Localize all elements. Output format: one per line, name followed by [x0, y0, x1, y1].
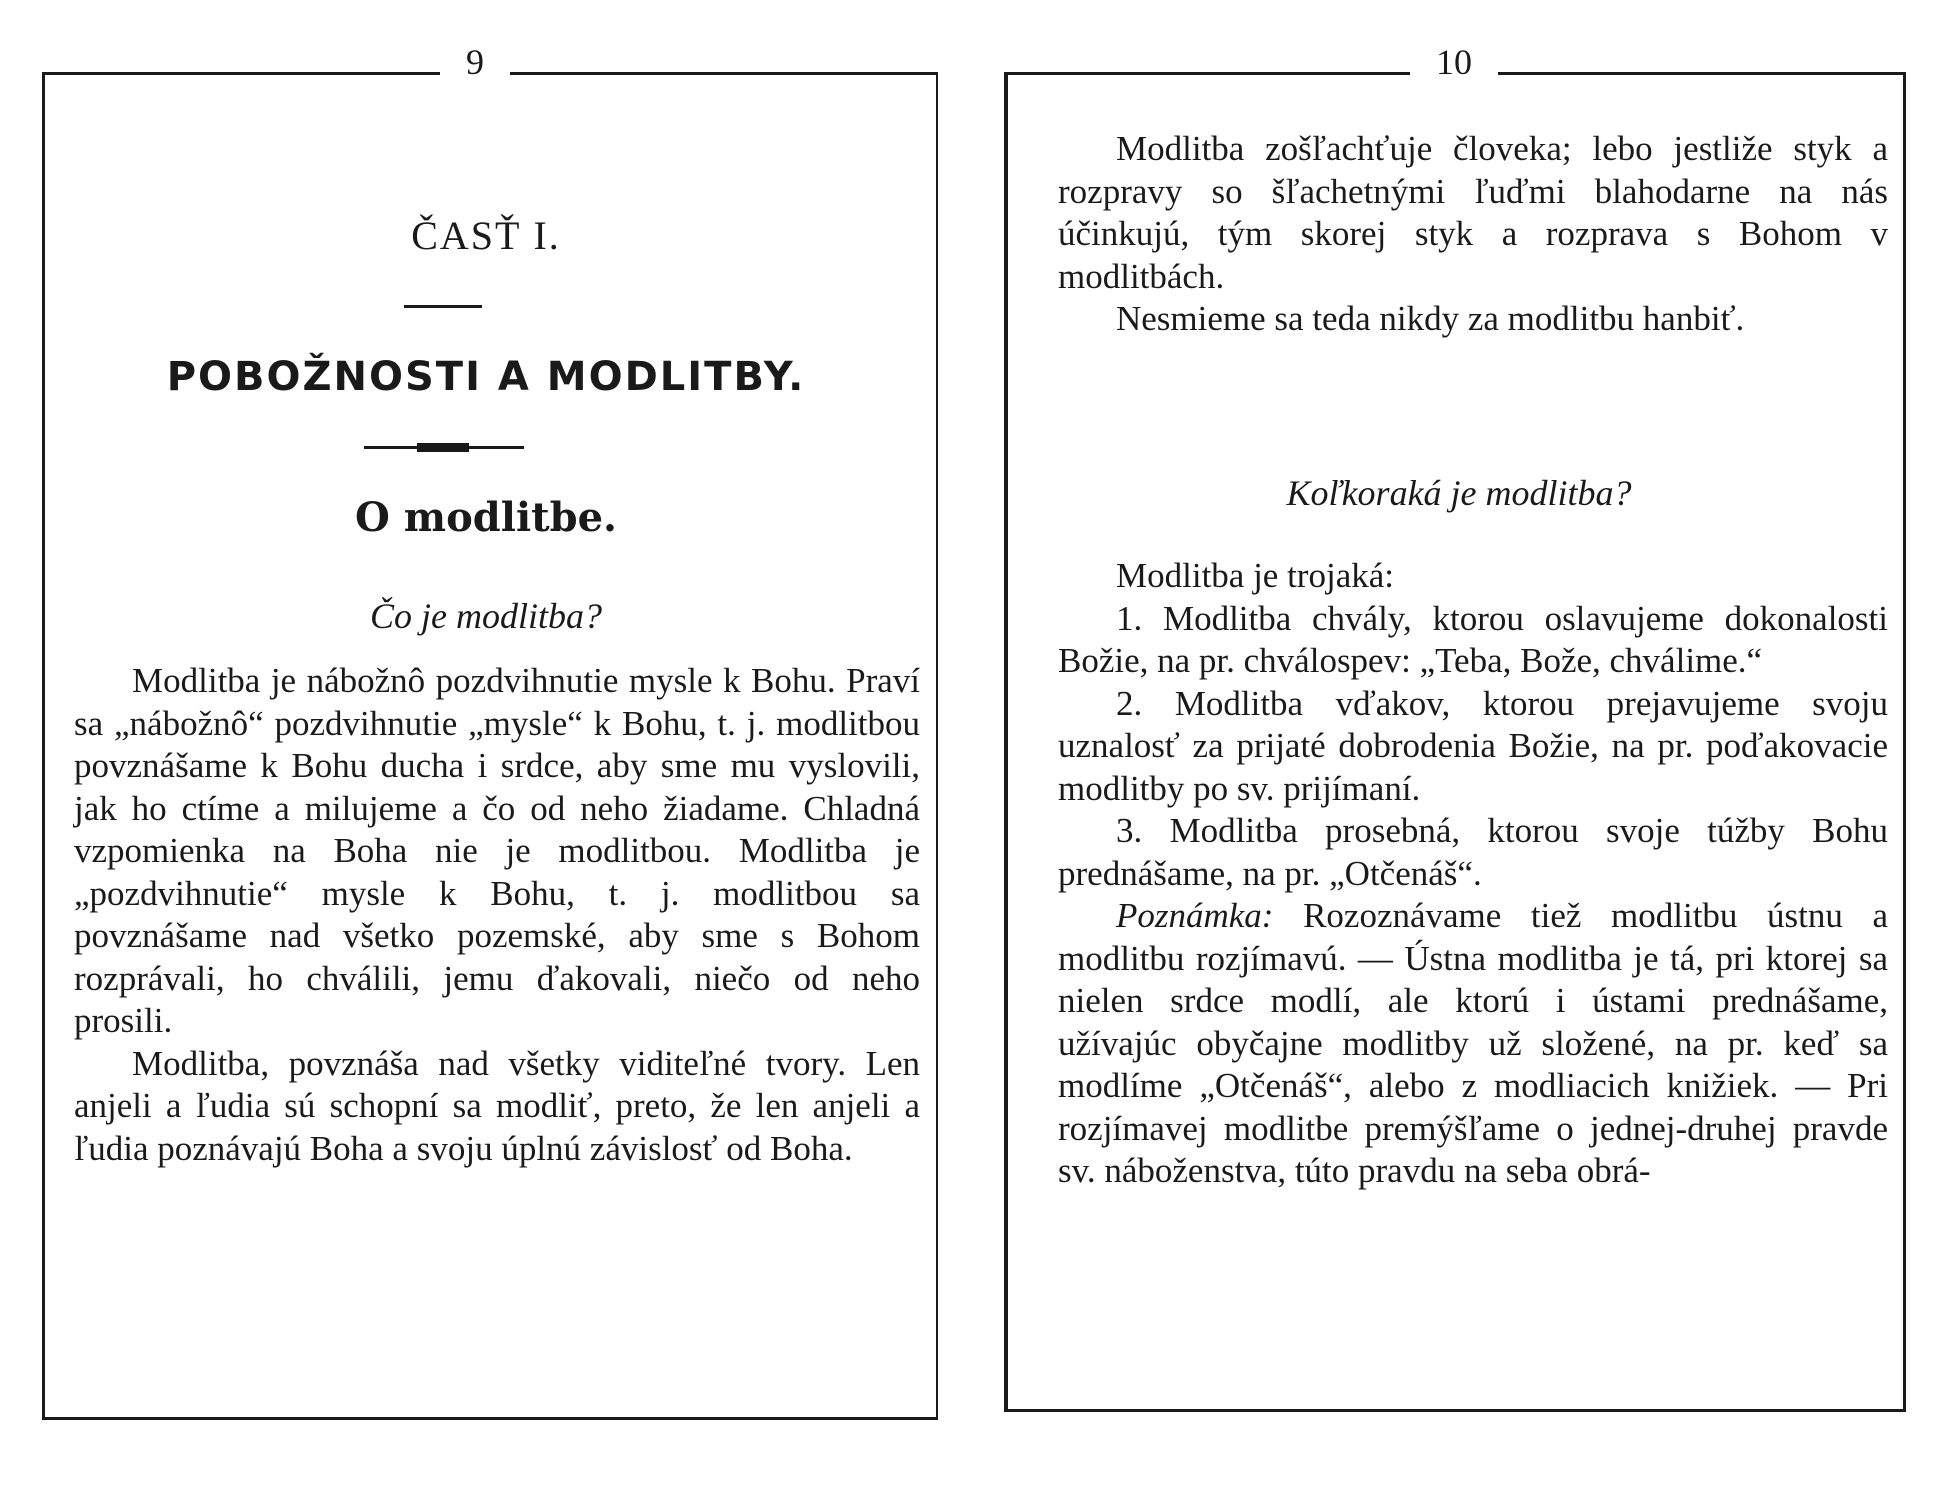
- list-item: 1. Modlitba chvály, ktorou oslavujeme dokonalosti Božie, na pr. chválospev: „Teba, Bože, chválime.“: [1058, 598, 1888, 680]
- note-paragraph: [1058, 895, 1888, 1193]
- right-page: [990, 0, 1940, 1500]
- left-page: [0, 0, 960, 1500]
- right-body: [1058, 555, 1888, 1193]
- note-label: Poznámka:: [1116, 896, 1274, 935]
- body-paragraph: Modlitba zošľachťuje človeka; lebo jestliže styk a rozpravy so šľachetnými ľuďmi blahodarne na nás účinkujú, tým skorej styk a rozprava s Bohom v modlitbách.: [1058, 129, 1888, 296]
- body-paragraph: Modlitba je nábožnô pozdvihnutie mysle k Bohu. Praví sa „nábožnô“ pozdvihnutie „mysle“ k Bohu, t. j. modlitbou povznášame k Bohu ducha i srdce, aby sme mu vyslovili, jak ho ctíme a milujeme a čo od neho žiadame. Chladná vzpomienka na Boha nie je modlitbou. Modlitba je „pozdvihnutie“ mysle k Bohu, t. j. modlitbou sa povznášame nad všetko pozemské, aby sme s Bohom rozprávali, ho chválili, jemu ďakovali, niečo od neho prosili.: [74, 661, 920, 1040]
- left-body: [74, 660, 920, 1170]
- note-text: Rozoznávame tiež modlitbu ústnu a modlitbu rozjímavú. — Ústna modlitba je tá, pri ktorej sa nielen srdce modlí, ale ktorú i ústami prednášame, užívajúc obyčajne modlitby už složené, na pr. keď sa modlíme „Otčenáš“, alebo z modliacich knižiek. — Pri rozjímavej modlitbe premýšľame o jednej-druhej pravde sv. náboženstva, túto pravdu na seba obrá-: [1058, 896, 1889, 1190]
- list-item: 2. Modlitba vďakov, ktorou prejavujeme svoju uznalosť za prijaté dobrodenia Božie, na pr. poďakovacie modlitby po sv. prijímaní.: [1058, 683, 1888, 808]
- list-item: 3. Modlitba prosebná, ktorou svoje túžby Bohu prednášame, na pr. „Otčenáš“.: [1058, 811, 1888, 893]
- question-heading: Čo je modlitba?: [370, 596, 602, 636]
- right-intro: [1058, 128, 1888, 341]
- section-title: POBOŽNOSTI A MODLITBY.: [166, 354, 806, 400]
- ornament-rule-center: [417, 443, 469, 452]
- part-title: ČASŤ I.: [411, 213, 561, 258]
- right-page-number: 10: [1410, 38, 1498, 86]
- lead-line: Modlitba je trojaká:: [1116, 556, 1394, 595]
- subsection-title: O modlitbe.: [355, 494, 617, 541]
- body-paragraph: Nesmieme sa teda nikdy za modlitbu hanbiť.: [1116, 299, 1745, 338]
- left-page-number: 9: [440, 38, 510, 86]
- question-heading: Koľkoraká je modlitba?: [1286, 473, 1632, 513]
- body-paragraph: Modlitba, povznáša nad všetky viditeľné tvory. Len anjeli a ľudia sú schopní sa modliť, preto, že len anjeli a ľudia poznávajú Boha a svoju úplnú závislosť od Boha.: [74, 1043, 920, 1168]
- divider-rule: [404, 305, 482, 308]
